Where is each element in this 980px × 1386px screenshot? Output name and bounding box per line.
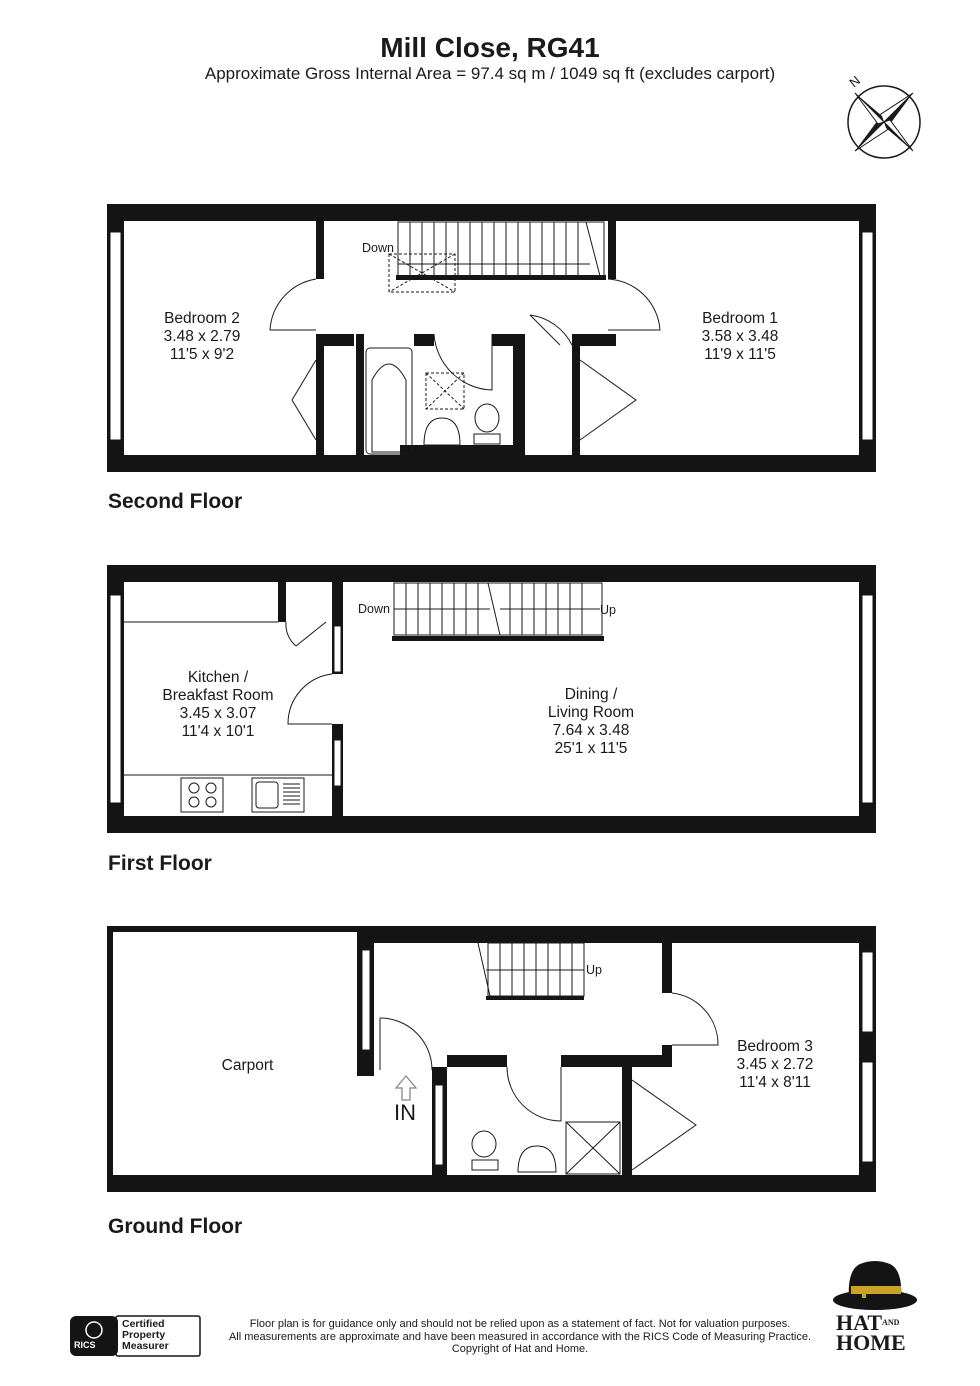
stairs-up-label: Up	[586, 963, 602, 977]
entrance-label: IN	[394, 1100, 416, 1125]
page-subtitle: Approximate Gross Internal Area = 97.4 sq m / 1049 sq ft (excludes carport)	[204, 64, 776, 83]
floor-label-second: Second Floor	[108, 490, 243, 513]
rics-certification: Certified Property Measurer	[122, 1318, 169, 1352]
room-metric: 3.45 x 3.07	[179, 705, 257, 722]
room-name-line-2: Breakfast Room	[162, 687, 274, 704]
room-name: Bedroom 1	[702, 310, 778, 327]
room-imperial: 11'4 x 10'1	[181, 723, 255, 740]
room-name-line-2: Living Room	[547, 704, 635, 721]
room-name: Kitchen /	[187, 669, 249, 686]
room-metric: 3.58 x 3.48	[701, 328, 779, 345]
room-name: Dining /	[564, 686, 618, 703]
entrance-arrow-icon	[396, 1076, 416, 1100]
room-name: Carport	[221, 1057, 274, 1074]
rics-logo-text: RICS	[74, 1340, 96, 1350]
room-name: Bedroom 3	[737, 1038, 813, 1055]
stairs-down-label: Down	[358, 602, 390, 616]
room-living	[516, 686, 666, 758]
room-bedroom-2	[132, 310, 272, 364]
room-imperial: 11'5 x 9'2	[169, 346, 235, 363]
room-imperial: 11'9 x 11'5	[704, 346, 776, 363]
room-bedroom-1	[670, 310, 810, 364]
room-bedroom-3	[705, 1038, 845, 1092]
compass-north-label: N	[846, 72, 864, 91]
room-kitchen	[138, 669, 298, 741]
brand-logo: $HAT^{AND}$ HOME	[836, 1310, 906, 1355]
floor-label-ground: Ground Floor	[108, 1215, 243, 1238]
room-metric: 7.64 x 3.48	[552, 722, 630, 739]
page-title: Mill Close, RG41	[380, 32, 600, 63]
room-metric: 3.45 x 2.72	[736, 1056, 814, 1073]
stairs-up-label: Up	[600, 603, 616, 617]
floor-label-first: First Floor	[108, 852, 212, 875]
disclaimer-text: Floor plan is for guidance only and should not be relied upon as a statement of fact. Not for valuation purposes. All measurements are approximate and have been measured in accordance with the RICS Code of Measuring Practice. Copyright of Hat and Home.	[228, 1318, 812, 1355]
compass-icon	[848, 86, 920, 158]
room-imperial: 25'1 x 11'5	[554, 740, 628, 757]
stairs-down-label: Down	[362, 241, 394, 255]
room-metric: 3.48 x 2.79	[163, 328, 241, 345]
room-name: Bedroom 2	[164, 310, 240, 327]
room-imperial: 11'4 x 8'11	[739, 1074, 811, 1091]
room-carport	[190, 1057, 305, 1075]
hat-icon	[833, 1261, 917, 1310]
